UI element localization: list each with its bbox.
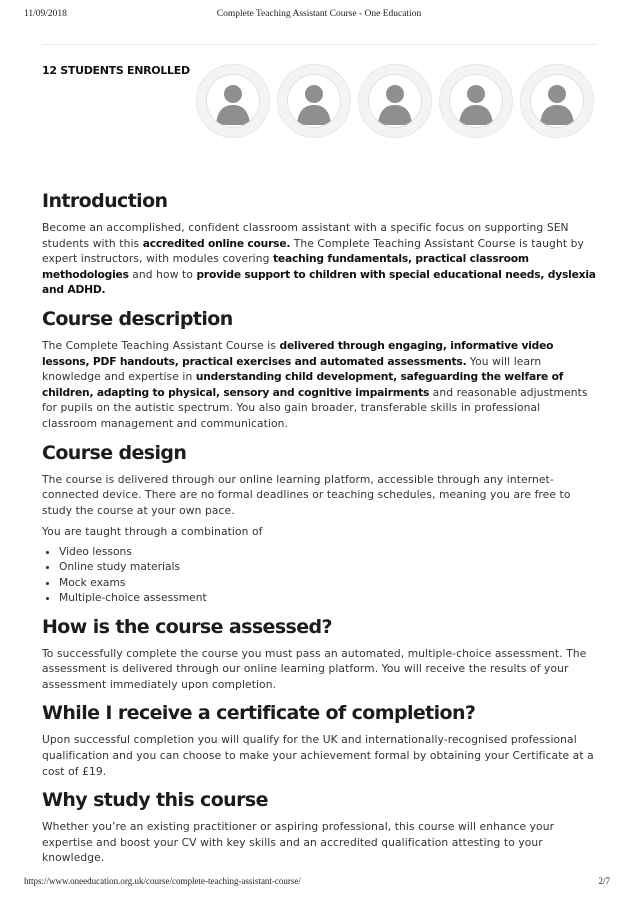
heading-assessment: How is the course assessed? [42, 615, 332, 638]
course-description-text: The Complete Teaching Assistant Course is delivered through engaging, informative video lessons, PDF handouts, practical exercises and automated assessments. You will learn knowledge and expertise in understanding child development, safeguarding the welfare of children, adapting to physical, sensory and cognitive impairments and reasonable adjustments for pupils on the autistic spectrum. You also gain broader, transferable skills in professional classroom management and communication. [42, 338, 588, 430]
introduction-text: Become an accomplished, confident classroom assistant with a specific focus on supporting SEN students with this accredited online course. The Complete Teaching Assistant Course is taught by expert instructors, with modules covering teaching fundamentals, practical classroom methodologies and how to provide support to children with special educational needs, dyslexia and ADHD. [42, 221, 596, 297]
student-avatar[interactable] [358, 64, 432, 138]
divider [42, 44, 597, 45]
user-silhouette-icon [450, 75, 502, 127]
course-design-text: The course is delivered through our online learning platform, accessible through any internet-connected device. There are no formal deadlines or teaching schedules, meaning you are free to study the course at your own pace. [42, 472, 571, 517]
print-page-title: Complete Teaching Assistant Course - One Education [216, 9, 422, 19]
page-number: 2/7 [598, 876, 610, 886]
user-silhouette-icon [207, 75, 259, 127]
print-url: https://www.oneeducation.org.uk/course/complete-teaching-assistant-course/ [24, 876, 301, 886]
heading-course-design: Course design [42, 441, 187, 464]
students-enrolled-label: 12 STUDENTS ENROLLED [42, 64, 190, 77]
list-item: • Mock exams [59, 575, 598, 590]
user-silhouette-icon [531, 75, 583, 127]
heading-introduction: Introduction [42, 190, 168, 212]
assessment-text: To successfully complete the course you must pass an automated, multiple-choice assessment. The assessment is delivered through our online learning platform. You will receive the results of your assessment immediately upon completion. [42, 646, 587, 691]
user-silhouette-icon [369, 75, 421, 127]
list-item: • Online study materials [59, 559, 598, 574]
user-silhouette-icon [288, 75, 340, 127]
student-avatar[interactable] [439, 64, 513, 138]
student-avatar[interactable] [196, 64, 270, 138]
list-item: • Video lessons [59, 544, 598, 559]
print-date: 11/09/2018 [24, 9, 67, 19]
course-components-list [42, 544, 598, 606]
course-design-combination-text: You are taught through a combination of [42, 525, 263, 539]
student-avatar[interactable] [277, 64, 351, 138]
print-header [0, 9, 638, 23]
heading-certificate: While I receive a certificate of completion? [42, 702, 476, 725]
heading-course-description: Course description [42, 307, 233, 330]
certificate-text: Upon successful completion you will qualify for the UK and internationally-recognised professional qualification and you can choose to make your achievement formal by obtaining your Certificate at a cost of £19. [42, 733, 594, 778]
why-study-text: Whether you’re an existing practitioner or aspiring professional, this course will enhance your expertise and boost your CV with key skills and an accredited qualification attesting to your knowledge. [42, 820, 555, 865]
heading-why-study: Why study this course [42, 789, 268, 812]
course-content [42, 188, 598, 866]
print-footer [0, 876, 638, 890]
student-avatar[interactable] [520, 64, 594, 138]
list-item: • Multiple-choice assessment [59, 590, 598, 605]
